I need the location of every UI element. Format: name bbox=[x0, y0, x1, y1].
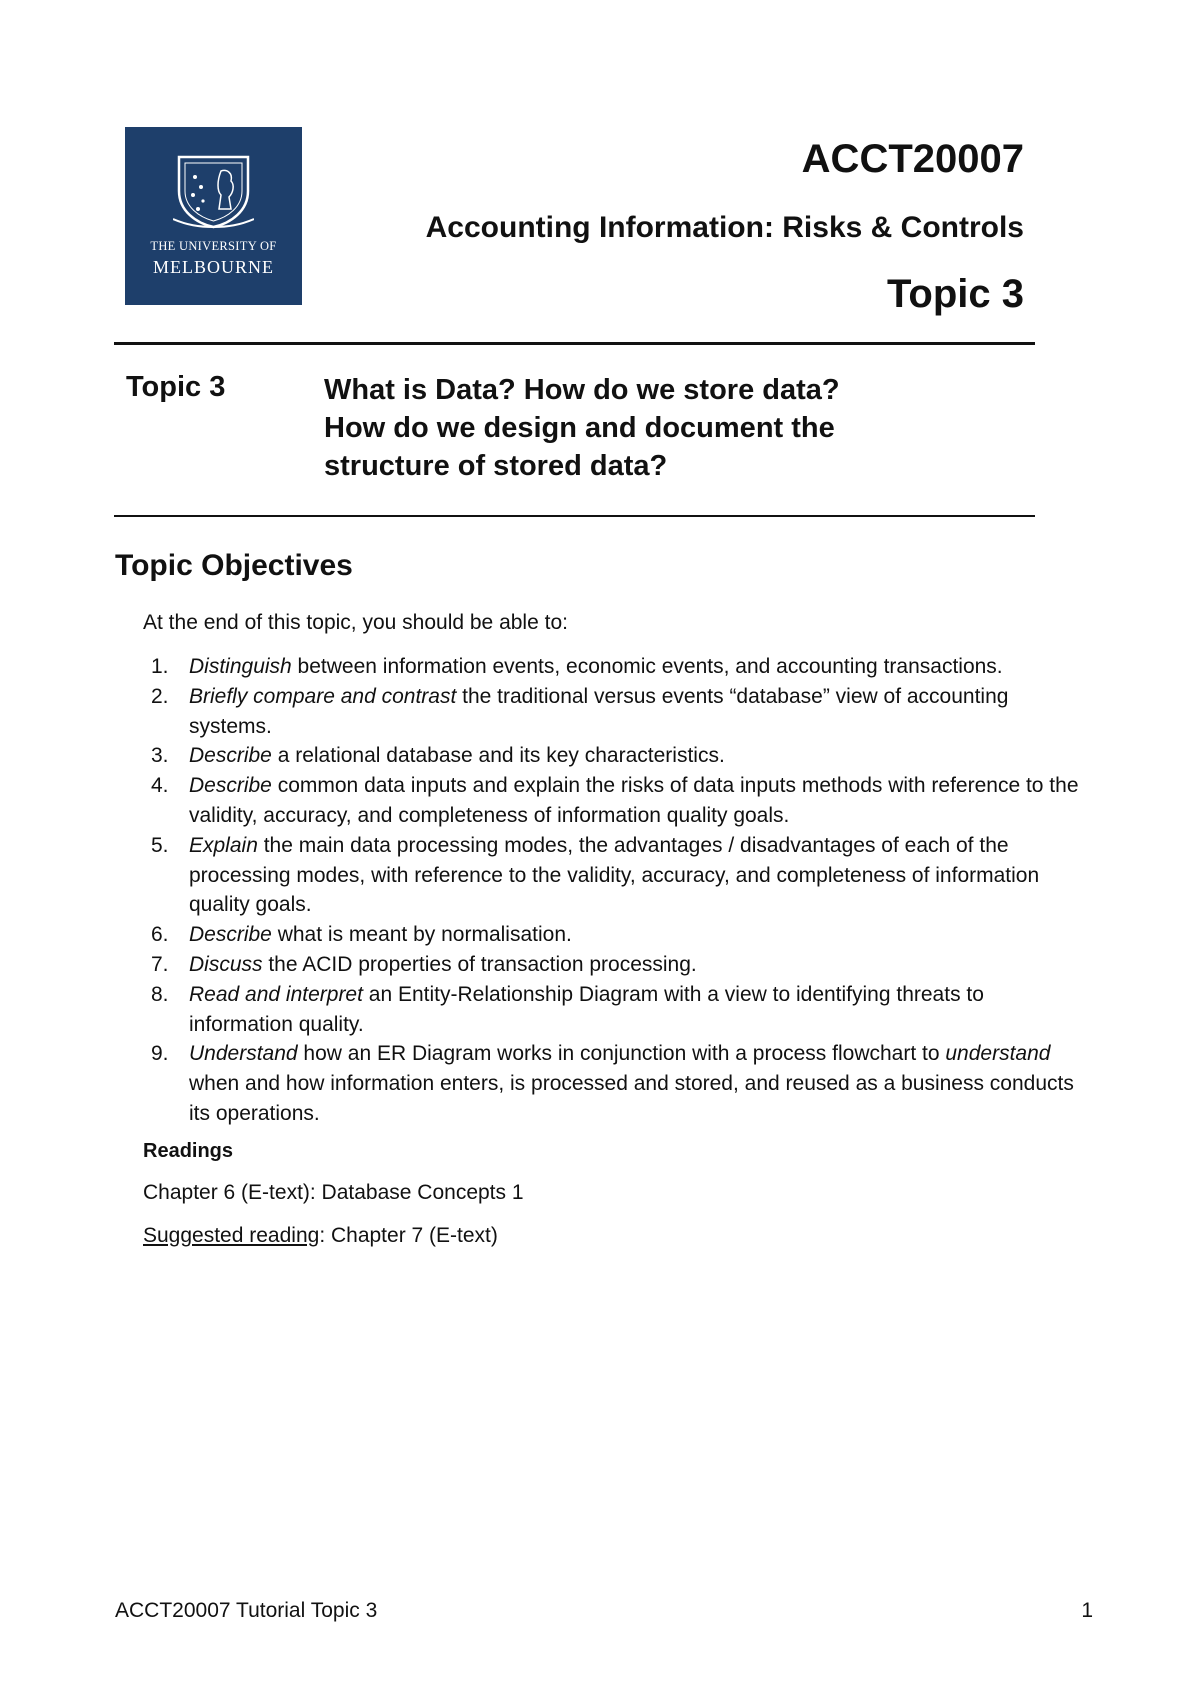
logo-text-line1: THE UNIVERSITY OF bbox=[150, 239, 277, 253]
objective-number: 3. bbox=[151, 744, 169, 768]
suggested-reading-label: Suggested reading bbox=[143, 1224, 320, 1247]
objective-verb: Briefly compare and contrast bbox=[189, 684, 457, 708]
objective-text: the main data processing modes, the advantages / disadvantages of each of the processing modes, with reference to the validity, accuracy, and completeness of information quality goals. bbox=[189, 833, 1040, 917]
university-crest-icon bbox=[173, 151, 254, 229]
objective-item bbox=[143, 771, 1083, 831]
objective-verb: Describe bbox=[189, 923, 272, 947]
objective-text: how an ER Diagram works in conjunction with a process flowchart to bbox=[297, 1042, 946, 1066]
objectives-heading: Topic Objectives bbox=[115, 549, 353, 582]
objective-verb: Distinguish bbox=[189, 655, 292, 678]
divider-top bbox=[114, 342, 1035, 345]
footer-title: ACCT20007 Tutorial Topic 3 bbox=[115, 1599, 378, 1622]
suggested-reading-text: : Chapter 7 (E-text) bbox=[319, 1224, 498, 1247]
objective-verb: Explain bbox=[189, 833, 258, 857]
objective-text: between information events, economic events, and accounting transactions. bbox=[291, 655, 1003, 678]
objective-text: a relational database and its key characteristics. bbox=[271, 744, 725, 768]
objective-number: 6. bbox=[151, 923, 169, 947]
objective-text: what is meant by normalisation. bbox=[271, 923, 572, 947]
topic-heading: Topic 3 bbox=[886, 272, 1024, 316]
topic-title-line: What is Data? How do we store data? bbox=[324, 374, 840, 406]
divider-bottom bbox=[114, 515, 1035, 517]
objective-text-2: when and how information enters, is processed and stored, and reused as a business conducts its operations. bbox=[189, 1072, 1074, 1125]
objective-verb: Discuss bbox=[189, 952, 263, 976]
objective-number: 1. bbox=[151, 655, 169, 678]
objective-number: 5. bbox=[151, 833, 169, 857]
objective-verb: Read and interpret bbox=[189, 982, 363, 1006]
objective-item bbox=[143, 920, 1083, 950]
course-code: ACCT20007 bbox=[801, 137, 1024, 181]
objective-verb: Understand bbox=[189, 1042, 298, 1066]
objective-item bbox=[143, 831, 1083, 920]
objectives-list bbox=[143, 652, 1083, 1129]
topic-title bbox=[324, 371, 964, 485]
objective-item bbox=[143, 682, 1083, 742]
objective-item bbox=[143, 1039, 1083, 1128]
page-number: 1 bbox=[1081, 1599, 1093, 1622]
objective-item bbox=[143, 980, 1083, 1040]
objective-number: 4. bbox=[151, 774, 169, 798]
objective-verb: Describe bbox=[189, 774, 272, 798]
objective-item bbox=[143, 652, 1083, 682]
objective-number: 7. bbox=[151, 952, 169, 976]
topic-title-line: structure of stored data? bbox=[324, 450, 668, 482]
objectives-intro: At the end of this topic, you should be able to: bbox=[143, 611, 568, 634]
course-name: Accounting Information: Risks & Controls bbox=[425, 211, 1024, 244]
objective-number: 8. bbox=[151, 982, 169, 1006]
reading-item: Chapter 6 (E-text): Database Concepts 1 bbox=[143, 1181, 524, 1204]
objective-text: an Entity-Relationship Diagram with a view to identifying threats to information quality. bbox=[189, 982, 984, 1036]
objective-item bbox=[143, 950, 1083, 980]
topic-label: Topic 3 bbox=[126, 371, 226, 403]
objective-text: the ACID properties of transaction processing. bbox=[262, 952, 697, 976]
objective-number: 2. bbox=[151, 684, 169, 708]
topic-title-line: How do we design and document the bbox=[324, 412, 835, 444]
suggested-reading bbox=[143, 1224, 498, 1248]
objective-verb: Describe bbox=[189, 744, 272, 768]
objective-number: 9. bbox=[151, 1042, 169, 1066]
objective-text: the traditional versus events “database” view of accounting systems. bbox=[189, 684, 1009, 738]
readings-heading: Readings bbox=[143, 1140, 234, 1162]
objective-text: common data inputs and explain the risks of data inputs methods with reference to the validity, accuracy, and completeness of information quality goals. bbox=[189, 774, 1079, 827]
university-logo bbox=[125, 127, 302, 305]
objective-verb-2: understand bbox=[945, 1042, 1051, 1066]
logo-text-line2: MELBOURNE bbox=[153, 257, 274, 277]
objective-item bbox=[143, 741, 1083, 771]
